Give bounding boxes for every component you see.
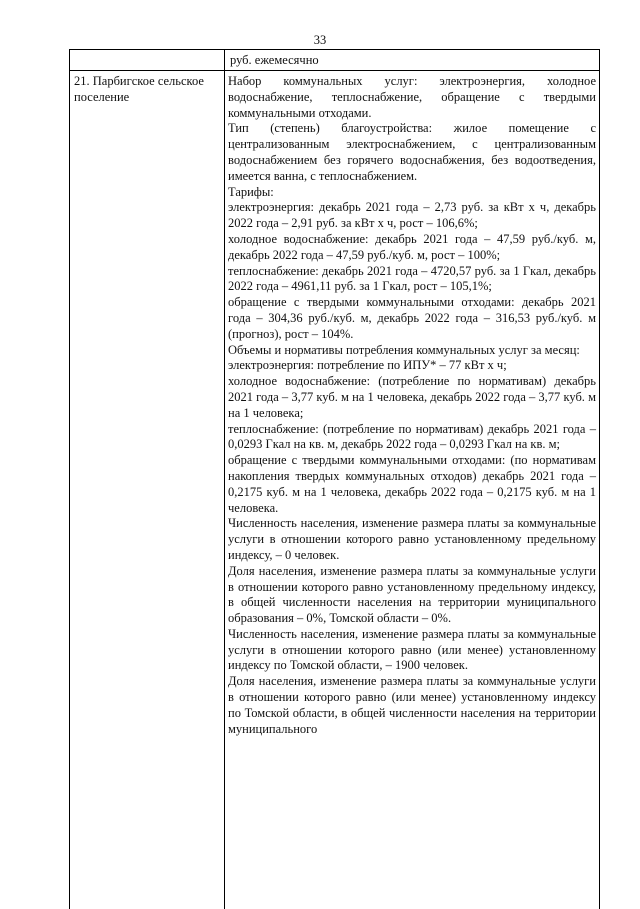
paragraph-tariff-heating: теплоснабжение: декабрь 2021 года – 4720,57 руб. за 1 Гкал, декабрь 2022 года – 4961,11 руб. за 1 Гкал, рост – 105,1%; (228, 263, 596, 294)
paragraph-tariff-waste: обращение с твердыми коммунальными отходами: декабрь 2021 года – 304,36 руб./куб. м, декабрь 2022 года – 316,53 руб./куб. м (прогноз), рост – 104%. (228, 295, 596, 341)
paragraph-amenities: Тип (степень) благоустройства: жилое помещение с централизованным электроснабжением, с централизованным водоснабжением без горячего водоснабжения, без водоотведения, имеется ванна, с теплоснабжением. (228, 121, 596, 183)
table-row-parbig (70, 71, 599, 909)
paragraph-tariff-cold-water: холодное водоснабжение: декабрь 2021 года – 47,59 руб./куб. м, декабрь 2022 года – 47,59 руб./куб. м, рост – 100%; (228, 231, 596, 262)
paragraph-services: Набор коммунальных услуг: электроэнергия, холодное водоснабжение, теплоснабжение, обращение с твердыми коммунальными отходами. (228, 74, 596, 120)
paragraph-population-limit: Численность населения, изменение размера платы за коммунальные услуги в отношении которого равно установленному предельному индексу, – 0 человек. (228, 516, 596, 562)
table-row-continued (70, 49, 599, 71)
paragraph-tariffs-heading: Тарифы: (228, 184, 274, 199)
paragraph-share-limit: Доля населения, изменение размера платы за коммунальные услуги в отношении которого равно установленному предельному индексу, в общей численности населения на территории муниципального образования – 0%, Томской области – 0%. (228, 563, 596, 626)
municipality-cell-empty (70, 50, 225, 70)
paragraph-volumes-heading: Объемы и нормативы потребления коммунальных услуг за месяц: (228, 342, 580, 357)
paragraph-volume-waste: обращение с твердыми коммунальными отходами: (по нормативам накопления твердых коммунальных отходов) декабрь 2021 года – 0,2175 куб. м на 1 человека, декабрь 2022 года – 0,2175 куб. м на 1 человека. (228, 453, 596, 515)
paragraph-volume-cold-water: холодное водоснабжение: (потребление по нормативам) декабрь 2021 года – 3,77 куб. м на 1 человека, декабрь 2022 года – 3,77 куб. м на 1 человека; (228, 374, 596, 420)
continued-text: руб. ежемесячно (230, 53, 319, 67)
tariff-table (69, 49, 600, 909)
page-number: 33 (313, 33, 327, 47)
paragraph-volume-electricity: электроэнергия: потребление по ИПУ* – 77 кВт х ч; (228, 358, 507, 373)
paragraph-tariff-electricity: электроэнергия: декабрь 2021 года – 2,73 руб. за кВт х ч, декабрь 2022 года – 2,91 руб. за кВт х ч, рост – 106,6%; (228, 200, 596, 231)
paragraph-share-index: Доля населения, изменение размера платы за коммунальные услуги в отношении которого равно (или менее) установленному индексу по Томской области, в общей численности населения на территории муниципального (228, 674, 596, 736)
tariff-description (228, 74, 596, 737)
municipality-name: 21. Парбигское сельское поселение (70, 71, 225, 909)
paragraph-volume-heating: теплоснабжение: (потребление по нормативам) декабрь 2021 года – 0,0293 Гкал на кв. м, декабрь 2022 года – 0,0293 Гкал на кв. м; (228, 421, 596, 452)
paragraph-population-index: Численность населения, изменение размера платы за коммунальные услуги в отношении которого равно (или менее) установленному индексу по Томской области, – 1900 человек. (228, 626, 596, 673)
